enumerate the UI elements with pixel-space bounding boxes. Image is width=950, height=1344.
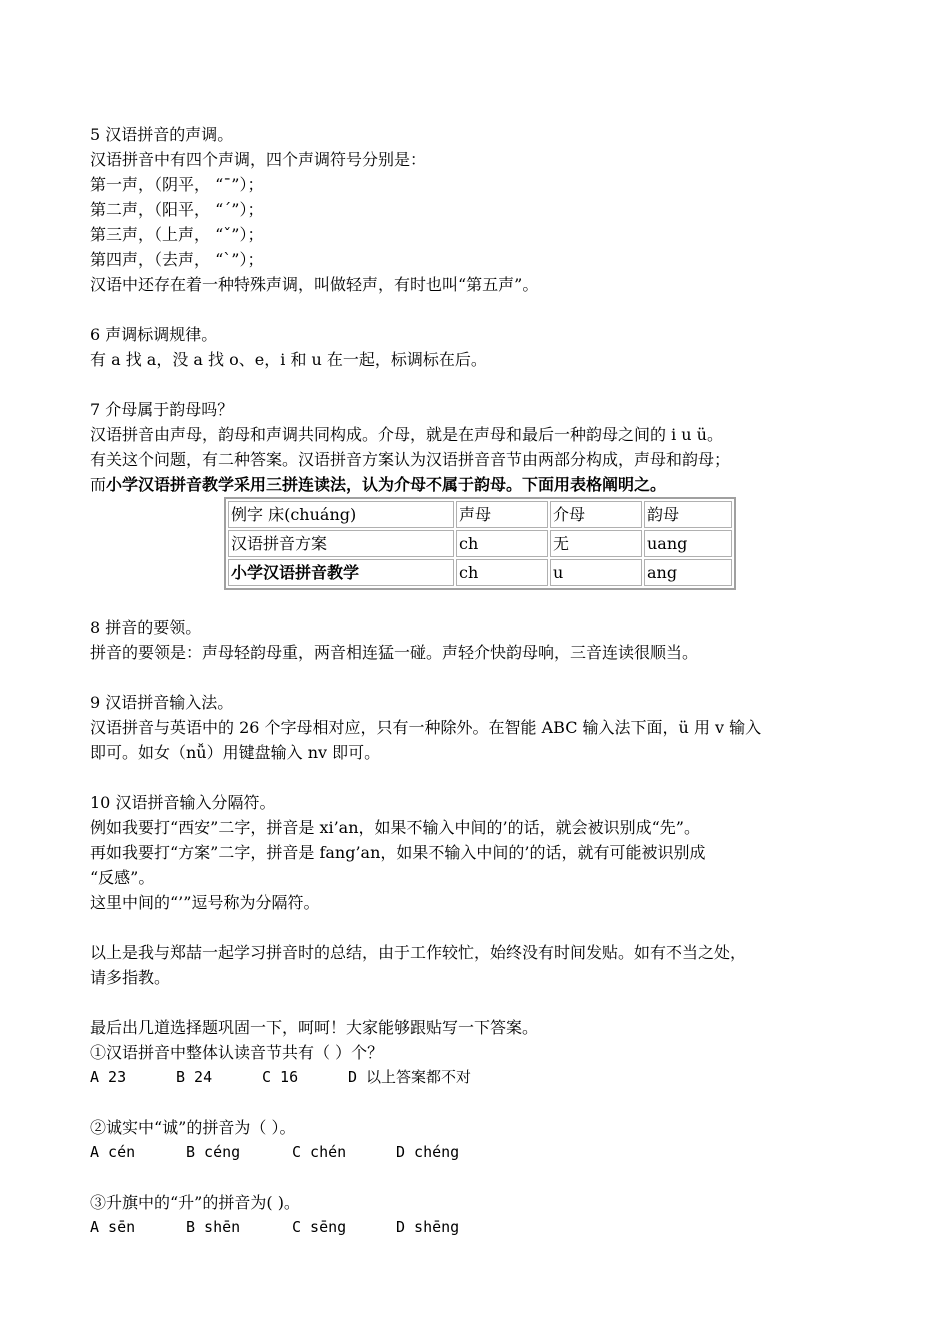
spacer (90, 590, 890, 615)
table-cell: 声母 (456, 501, 548, 528)
section-10-line-1: 例如我要打“西安”二字，拼音是 xi’an，如果不输入中间的’的话，就会被识别成“先”。 (90, 818, 700, 837)
quiz-question-2-options (90, 1140, 890, 1165)
table-cell: u (550, 559, 642, 586)
section-8-title: 8 拼音的要领。 (90, 618, 202, 637)
section-8-text: 拼音的要领是：声母轻韵母重，两音相连猛一碰。声轻介快韵母响，三音连读很顺当。 (90, 643, 699, 662)
section-10-line-3: “反感”。 (90, 868, 155, 887)
table-row (228, 559, 732, 586)
section-9-title: 9 汉语拼音输入法。 (90, 693, 234, 712)
table-cell: 韵母 (644, 501, 732, 528)
tone-3: 第三声，（上声， “ˇ”）； (90, 225, 264, 244)
spacer (90, 372, 890, 397)
table-cell: ch (456, 559, 548, 586)
section-9-line-2: 即可。如女（nǚ）用键盘输入 nv 即可。 (90, 743, 381, 762)
spacer (90, 1165, 890, 1190)
section-7-title: 7 介母属于韵母吗？ (90, 400, 234, 419)
table-cell: 介母 (550, 501, 642, 528)
quiz-question-2: ②诚实中“诚”的拼音为（ ）。 (90, 1118, 296, 1137)
option-c: C 16 (262, 1068, 299, 1086)
tone-4: 第四声，（去声， “ˋ”）； (90, 250, 264, 269)
table-cell: 小学汉语拼音教学 (228, 559, 454, 586)
section-5-intro: 汉语拼音中有四个声调，四个声调符号分别是： (90, 150, 427, 169)
table-cell: 例字 床(chuáng) (228, 501, 454, 528)
option-a: A cén (90, 1143, 136, 1161)
section-6-rule: 有 a 找 a，没 a 找 o、e，i 和 u 在一起，标调标在后。 (90, 350, 487, 369)
summary-line-2: 请多指教。 (90, 968, 171, 987)
option-c: C chén (292, 1143, 347, 1161)
quiz-question-3: ③升旗中的“升”的拼音为( )。 (90, 1193, 300, 1212)
spacer (90, 1090, 890, 1115)
document-body (90, 122, 890, 1240)
tone-2: 第二声，（阳平， “ˊ”）； (90, 200, 264, 219)
spacer (90, 665, 890, 690)
quiz-question-1: ①汉语拼音中整体认读音节共有（ ）个？ (90, 1043, 384, 1062)
option-a: A sēn (90, 1218, 136, 1236)
option-d: D shēng (396, 1218, 460, 1236)
table-cell: ch (456, 530, 548, 557)
option-b: B céng (186, 1143, 241, 1161)
spacer (90, 990, 890, 1015)
section-10-title: 10 汉语拼音输入分隔符。 (90, 793, 276, 812)
table-row (228, 530, 732, 557)
summary-line-1: 以上是我与郑喆一起学习拼音时的总结，由于工作较忙，始终没有时间发贴。如有不当之处， (90, 943, 747, 962)
table-cell: uang (644, 530, 732, 557)
option-d: D chéng (396, 1143, 460, 1161)
spacer (90, 297, 890, 322)
section-5-note: 汉语中还存在着一种特殊声调，叫做轻声，有时也叫“第五声”。 (90, 275, 539, 294)
table-cell: 无 (550, 530, 642, 557)
option-b: B shēn (186, 1218, 241, 1236)
table-cell: 汉语拼音方案 (228, 530, 454, 557)
option-b: B 24 (176, 1068, 213, 1086)
section-7-paragraph-1: 汉语拼音由声母，韵母和声调共同构成。介母，就是在声母和最后一种韵母之间的 i u ü。 (90, 425, 723, 444)
section-10-line-4: 这里中间的“’”逗号称为分隔符。 (90, 893, 320, 912)
table-header-row (228, 501, 732, 528)
section-6-title: 6 声调标调规律。 (90, 325, 218, 344)
initials-medials-finals-table (224, 497, 736, 590)
section-5-title: 5 汉语拼音的声调。 (90, 125, 234, 144)
spacer (90, 765, 890, 790)
paragraph-3-prefix: 而 (90, 475, 107, 494)
section-7-paragraph-2: 有关这个问题，有二种答案。汉语拼音方案认为汉语拼音音节由两部分构成，声母和韵母； (90, 450, 731, 469)
spacer (90, 915, 890, 940)
option-c: C sēng (292, 1218, 347, 1236)
table-cell: ang (644, 559, 732, 586)
quiz-question-1-options (90, 1065, 890, 1090)
option-a: A 23 (90, 1068, 127, 1086)
quiz-intro: 最后出几道选择题巩固一下，呵呵！大家能够跟贴写一下答案。 (90, 1018, 539, 1037)
quiz-question-3-options (90, 1215, 890, 1240)
section-7-paragraph-3 (90, 472, 890, 497)
section-9-line-1: 汉语拼音与英语中的 26 个字母相对应，只有一种除外。在智能 ABC 输入法下面，ü 用 v 输入 (90, 718, 762, 737)
option-d: D 以上答案都不对 (348, 1068, 472, 1086)
section-10-line-2: 再如我要打“方案”二字，拼音是 fang’an，如果不输入中间的’的话，就有可能被识别成 (90, 843, 706, 862)
paragraph-3-bold: 小学汉语拼音教学采用三拼连读法，认为介母不属于韵母。下面用表格阐明之。 (106, 475, 667, 494)
tone-1: 第一声，（阴平， “ˉ”）； (90, 175, 264, 194)
